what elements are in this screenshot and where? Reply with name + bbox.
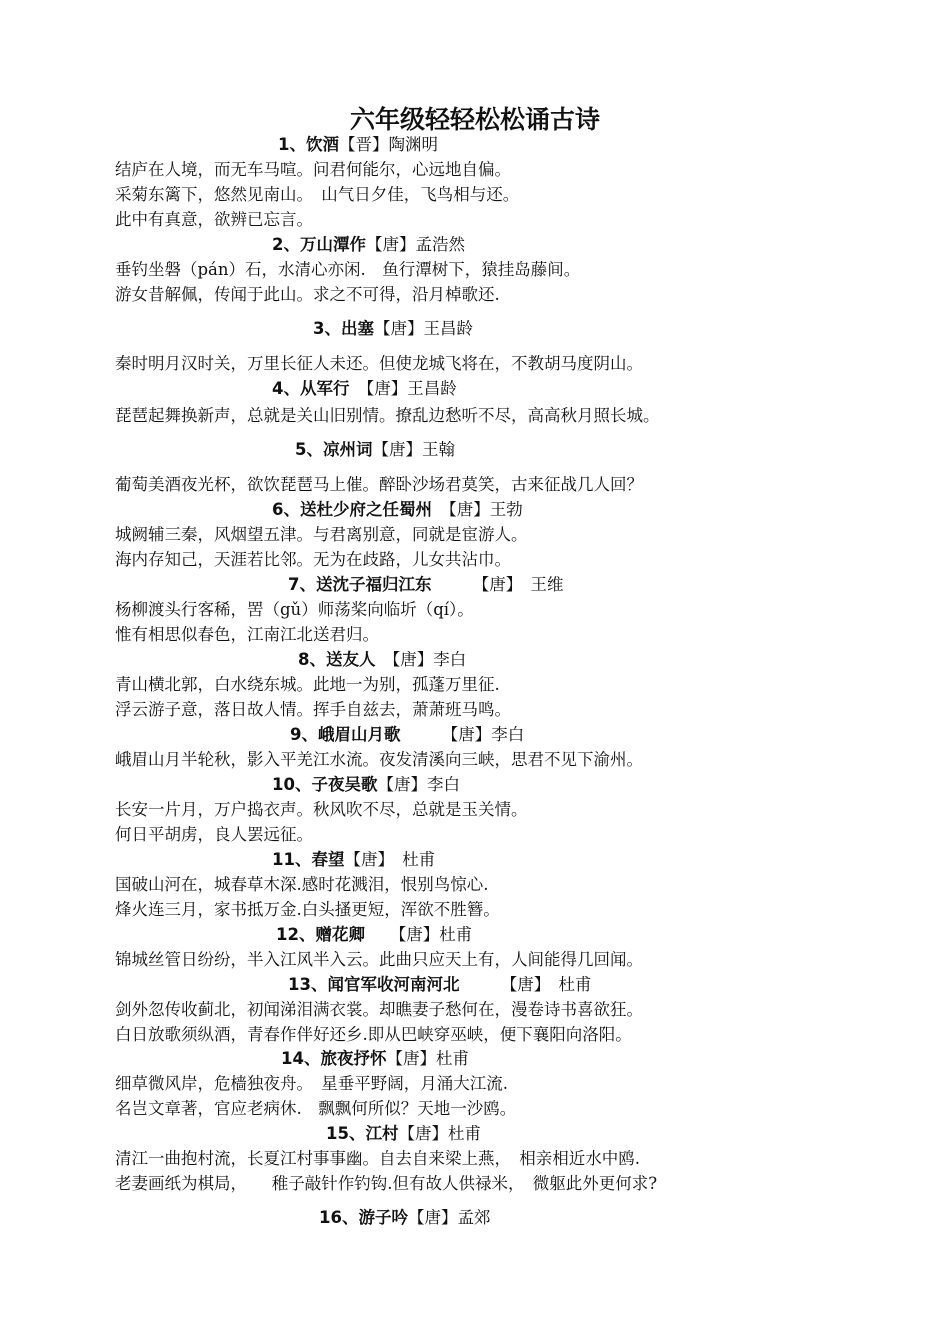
poem-line: 峨眉山月半轮秋，影入平羌江水流。夜发清溪向三峡，思君不见下渝州。	[115, 750, 643, 769]
poem-dynasty-author: 【唐】孟浩然	[365, 235, 465, 254]
poem-heading	[326, 1123, 481, 1145]
poem-line: 垂钓坐磐（pán）石，水清心亦闲. 鱼行潭树下，猿挂岛藤间。	[115, 260, 581, 279]
poem-heading	[272, 234, 465, 256]
poem-title: 15、江村	[326, 1124, 399, 1143]
poem-line: 惟有相思似春色，江南江北送君归。	[115, 625, 379, 644]
poem-line: 国破山河在，城春草木深.感时花溅泪，恨别鸟惊心.	[115, 875, 489, 894]
poem-line: 细草微风岸，危樯独夜舟。 星垂平野阔，月涌大江流.	[115, 1074, 508, 1093]
poem-line: 锦城丝管日纷纷，半入江风半入云。此曲只应天上有，人间能得几回闻。	[115, 950, 643, 969]
poem-line: 城阙辅三秦，风烟望五津。与君离别意，同就是宦游人。	[115, 525, 528, 544]
document-title: 六年级轻轻松松诵古诗	[349, 105, 600, 134]
poem-heading	[276, 924, 472, 946]
poem-line: 老妻画纸为棋局， 稚子敲针作钓钩.但有故人供禄米， 微躯此外更何求?	[115, 1174, 658, 1193]
poem-dynasty-author: 【唐】王昌龄	[373, 319, 473, 338]
poem-line: 白日放歌须纵酒，青春作伴好还乡.即从巴峡穿巫峡，便下襄阳向洛阳。	[115, 1025, 632, 1044]
poem-dynasty-author: 【唐】 王维	[431, 575, 564, 594]
poem-line: 葡萄美酒夜光杯，欲饮琵琶马上催。醉卧沙场君莫笑，古来征战几人回？	[115, 475, 643, 494]
poem-dynasty-author: 【唐】 杜甫	[459, 975, 592, 994]
poem-line: 剑外忽传收蓟北，初闻涕泪满衣裳。却瞧妻子愁何在，漫卷诗书喜欲狂。	[115, 1000, 643, 1019]
poem-heading	[295, 439, 455, 461]
poem-title: 16、游子吟	[319, 1208, 408, 1227]
poem-dynasty-author: 【唐】李白	[377, 775, 460, 794]
poem-heading	[272, 378, 457, 400]
poem-title: 5、凉州词	[295, 440, 373, 459]
poem-line: 浮云游子意，落日故人情。挥手自兹去，萧萧班马鸣。	[115, 700, 511, 719]
poem-heading	[288, 574, 563, 596]
poem-title: 8、送友人	[298, 650, 376, 669]
poem-heading	[290, 724, 524, 746]
poem-dynasty-author: 【唐】王勃	[431, 500, 523, 519]
poem-dynasty-author: 【唐】杜甫	[398, 1124, 481, 1143]
poem-line: 秦时明月汉时关，万里长征人未还。但使龙城飞将在，不教胡马度阴山。	[115, 354, 643, 373]
poem-line: 烽火连三月，家书抵万金.白头搔更短，浑欲不胜簪。	[115, 900, 500, 919]
poem-dynasty-author: 【晋】陶渊明	[338, 135, 438, 154]
poem-title: 13、闻官军收河南河北	[288, 975, 460, 994]
poem-heading	[272, 849, 435, 871]
poem-heading	[278, 134, 438, 156]
poem-title: 10、子夜吴歌	[272, 775, 378, 794]
poem-heading	[319, 1207, 490, 1229]
poem-line: 此中有真意，欲辨已忘言。	[115, 210, 313, 229]
poem-title: 2、万山潭作	[272, 235, 366, 254]
poem-dynasty-author: 【唐】 杜甫	[344, 850, 436, 869]
poem-dynasty-author: 【唐】王翰	[372, 440, 455, 459]
poem-line: 琵琶起舞换新声，总就是关山旧别情。撩乱边愁听不尽，高高秋月照长城。	[115, 406, 660, 425]
poem-dynasty-author: 【唐】李白	[400, 725, 525, 744]
poem-heading	[298, 649, 466, 671]
poem-line: 结庐在人境，而无车马喧。问君何能尔，心远地自偏。	[115, 160, 511, 179]
poem-title: 14、旅夜抒怀	[281, 1049, 387, 1068]
poem-line: 名岂文章著，官应老病休. 飘飘何所似？天地一沙鸥。	[115, 1099, 517, 1118]
poem-line: 海内存知己，天涯若比邻。无为在歧路，儿女共沾巾。	[115, 550, 511, 569]
poem-line: 青山横北郭，白水绕东城。此地一为别，孤蓬万里征.	[115, 675, 500, 694]
poem-title: 11、春望	[272, 850, 345, 869]
poem-line: 采菊东篱下，悠然见南山。 山气日夕佳，飞鸟相与还。	[115, 185, 520, 204]
poem-title: 12、赠花卿	[276, 925, 365, 944]
poem-title: 3、出塞	[313, 319, 374, 338]
poem-dynasty-author: 【唐】孟郊	[407, 1208, 491, 1227]
poem-dynasty-author: 【唐】杜甫	[386, 1049, 469, 1068]
poem-dynasty-author: 【唐】杜甫	[364, 925, 473, 944]
poem-title: 6、送杜少府之任蜀州	[272, 500, 432, 519]
poem-title: 7、送沈子福归江东	[288, 575, 432, 594]
poem-line: 杨柳渡头行客稀，罟（gǔ）师荡桨向临圻（qí）。	[115, 600, 474, 619]
poem-dynasty-author: 【唐】王昌龄	[349, 379, 457, 398]
poem-title: 4、从军行	[272, 379, 350, 398]
poem-heading	[272, 774, 460, 796]
poem-line: 何日平胡虏，良人罢远征。	[115, 825, 313, 844]
poem-heading	[272, 499, 523, 521]
poem-heading	[288, 974, 591, 996]
poem-title: 1、饮酒	[278, 135, 339, 154]
poem-title: 9、峨眉山月歌	[290, 725, 401, 744]
poem-line: 游女昔解佩，传闻于此山。求之不可得，沿月棹歌还.	[115, 285, 500, 304]
poem-heading	[313, 318, 473, 340]
poem-line: 长安一片月，万户捣衣声。秋风吹不尽，总就是玉关情。	[115, 800, 528, 819]
poem-dynasty-author: 【唐】李白	[375, 650, 467, 669]
poem-line: 清江一曲抱村流，长夏江村事事幽。自去自来梁上燕， 相亲相近水中鸥.	[115, 1149, 640, 1168]
poem-heading	[281, 1048, 469, 1070]
